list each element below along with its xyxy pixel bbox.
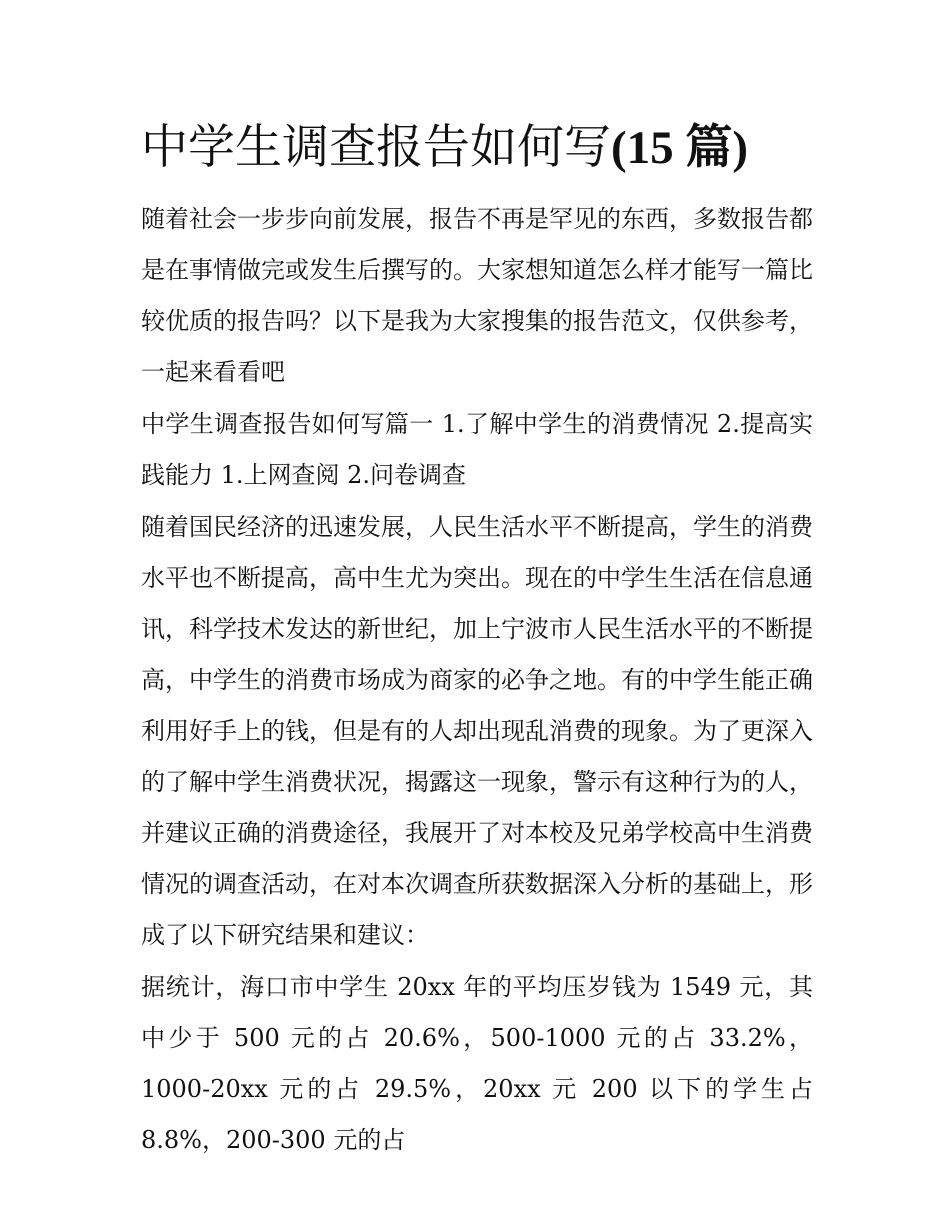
paragraph-intro: 随着社会一步步向前发展，报告不再是罕见的东西，多数报告都是在事情做完或发生后撰写的。大家想知道怎么样才能写一篇比较优质的报告吗？以下是我为大家搜集的报告范文，仅供参考，一起来看看吧 (141, 205, 813, 386)
document-body (141, 110, 813, 1166)
title-text: 中学生调查报告如何写 (141, 120, 611, 175)
paragraph-background: 随着国民经济的迅速发展，人民生活水平不断提高，学生的消费水平也不断提高，高中生尤为突出。现在的中学生生活在信息通讯，科学技术发达的新世纪，加上宁波市人民生活水平的不断提高，中学生的消费市场成为商家的必争之地。有的中学生能正确利用好手上的钱，但是有的人却出现乱消费的现象。为了更深入的了解中学生消费状况，揭露这一现象，警示有这种行为的人，并建议正确的消费途径，我展开了对本校及兄弟学校高中生消费情况的调查活动，在对本次调查所获数据深入分析的基础上，形成了以下研究结果和建议： (141, 513, 813, 949)
title-count: (15 篇) (611, 122, 749, 174)
paragraph-article-one: 中学生调查报告如何写篇一 1.了解中学生的消费情况 2.提高实践能力 1.上网查阅 2.问卷调查 (141, 410, 813, 489)
document-title (141, 110, 813, 186)
paragraph-statistics: 据统计，海口市中学生 20xx 年的平均压岁钱为 1549 元，其中少于 500 元的占 20.6%，500-1000 元的占 33.2%，1000-20xx 元的占 29.5%，20xx 元 200 以下的学生占 8.8%，200-300 元的占 (141, 973, 813, 1154)
